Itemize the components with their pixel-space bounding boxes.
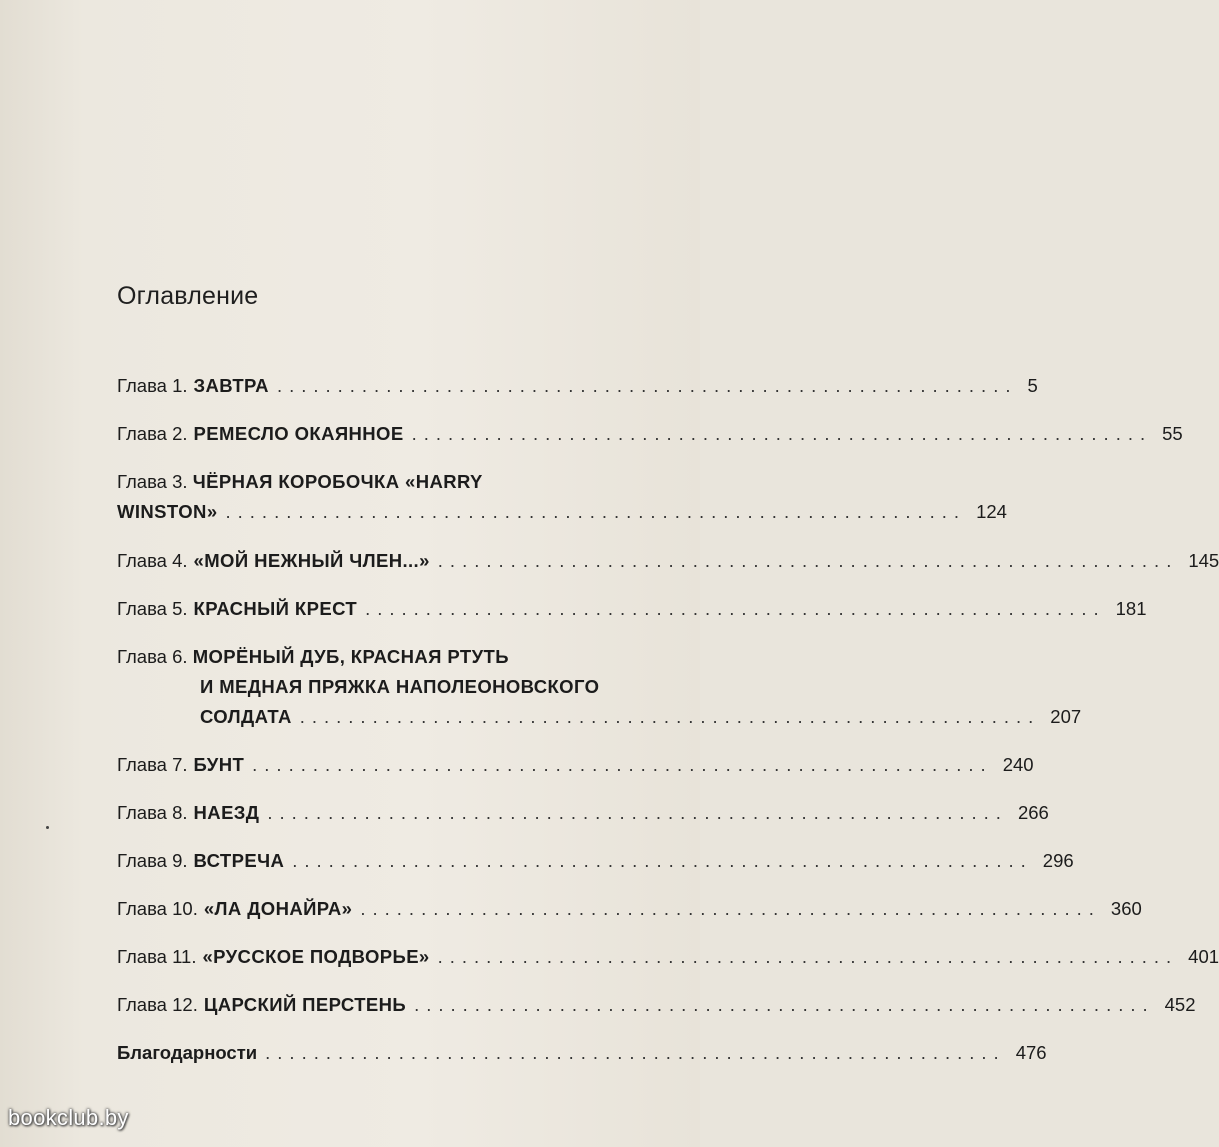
leader-dots: ............................................................. bbox=[252, 754, 993, 775]
chapter-label: Глава 3. bbox=[117, 471, 188, 492]
chapter-label: Глава 6. bbox=[117, 646, 188, 667]
chapter-title: РЕМЕСЛО ОКАЯННОЕ bbox=[193, 423, 404, 444]
toc-entry-6 bbox=[200, 697, 1082, 737]
chapter-label: Глава 5. bbox=[117, 598, 188, 619]
chapter-title-cont2: СОЛДАТА bbox=[200, 706, 292, 727]
chapter-title: КРАСНЫЙ КРЕСТ bbox=[193, 598, 358, 619]
paper-speck bbox=[46, 826, 49, 829]
chapter-label: Глава 11. bbox=[117, 946, 197, 967]
page-number: 181 bbox=[1115, 598, 1147, 619]
page-number: 296 bbox=[1042, 850, 1074, 871]
chapter-title: ЧЁРНАЯ КОРОБОЧКА «HARRY bbox=[192, 471, 483, 492]
page-number: 476 bbox=[1015, 1042, 1047, 1063]
toc-entry-5 bbox=[117, 589, 1147, 629]
page-number: 240 bbox=[1002, 754, 1034, 775]
toc-entry-11 bbox=[117, 937, 1219, 977]
toc-entry-7 bbox=[117, 745, 1034, 785]
page-number: 360 bbox=[1110, 898, 1142, 919]
chapter-label: Глава 4. bbox=[117, 550, 188, 571]
chapter-label: Глава 7. bbox=[117, 754, 188, 775]
chapter-title: ВСТРЕЧА bbox=[193, 850, 285, 871]
page-number: 207 bbox=[1050, 706, 1082, 727]
leader-dots: ............................................................. bbox=[411, 423, 1153, 444]
chapter-label: Глава 2. bbox=[117, 423, 188, 444]
page-number: 5 bbox=[1027, 375, 1038, 396]
toc-entry-1 bbox=[117, 366, 1038, 406]
page-number: 266 bbox=[1017, 802, 1049, 823]
page-number: 55 bbox=[1162, 423, 1183, 444]
toc-entry-10 bbox=[117, 889, 1142, 929]
toc-entry-8 bbox=[117, 793, 1049, 833]
toc-heading: Оглавление bbox=[117, 282, 259, 310]
chapter-title-cont: WINSTON» bbox=[117, 501, 218, 522]
leader-dots: ............................................................. bbox=[225, 501, 967, 522]
leader-dots: ............................................................. bbox=[276, 375, 1018, 396]
toc-entry-12 bbox=[117, 985, 1196, 1025]
chapter-label: Глава 8. bbox=[117, 802, 188, 823]
page-number: 124 bbox=[976, 501, 1007, 522]
chapter-title: «ЛА ДОНАЙРА» bbox=[203, 898, 353, 919]
chapter-label: Глава 1. bbox=[117, 375, 188, 396]
toc-entry-13 bbox=[117, 1033, 1047, 1073]
chapter-title: БУНТ bbox=[193, 754, 245, 775]
chapter-title: «МОЙ НЕЖНЫЙ ЧЛЕН...» bbox=[193, 550, 430, 571]
leader-dots: ............................................................. bbox=[437, 946, 1179, 967]
acknowledgements-label: Благодарности bbox=[117, 1042, 258, 1063]
chapter-title: ЗАВТРА bbox=[193, 375, 269, 396]
chapter-label: Глава 10. bbox=[117, 898, 198, 919]
chapter-title: ЦАРСКИЙ ПЕРСТЕНЬ bbox=[203, 994, 407, 1015]
leader-dots: ............................................................. bbox=[437, 550, 1179, 571]
leader-dots: ............................................................. bbox=[265, 1042, 1006, 1063]
page-number: 401 bbox=[1188, 946, 1219, 967]
chapter-label: Глава 12. bbox=[117, 994, 198, 1015]
page-number: 145 bbox=[1188, 550, 1219, 571]
page-number: 452 bbox=[1164, 994, 1196, 1015]
chapter-title: «РУССКОЕ ПОДВОРЬЕ» bbox=[202, 946, 430, 967]
leader-dots: ............................................................. bbox=[267, 802, 1008, 823]
toc-entry-4 bbox=[117, 541, 1219, 581]
chapter-title: НАЕЗД bbox=[193, 802, 260, 823]
leader-dots: ............................................................. bbox=[292, 850, 1033, 871]
chapter-title-cont: И МЕДНАЯ ПРЯЖКА НАПОЛЕОНОВСКОГО bbox=[200, 676, 600, 697]
leader-dots: ............................................................. bbox=[360, 898, 1101, 919]
toc-entry-9 bbox=[117, 841, 1074, 881]
leader-dots: ............................................................. bbox=[414, 994, 1155, 1015]
leader-dots: ............................................................. bbox=[299, 706, 1041, 727]
toc-entry-2 bbox=[117, 414, 1183, 454]
chapter-label: Глава 9. bbox=[117, 850, 188, 871]
toc-entry-3 bbox=[117, 492, 1007, 532]
watermark-logo: bookclub.by bbox=[8, 1105, 129, 1130]
leader-dots: ............................................................. bbox=[365, 598, 1106, 619]
chapter-title: МОРЁНЫЙ ДУБ, КРАСНАЯ РТУТЬ bbox=[192, 646, 509, 667]
